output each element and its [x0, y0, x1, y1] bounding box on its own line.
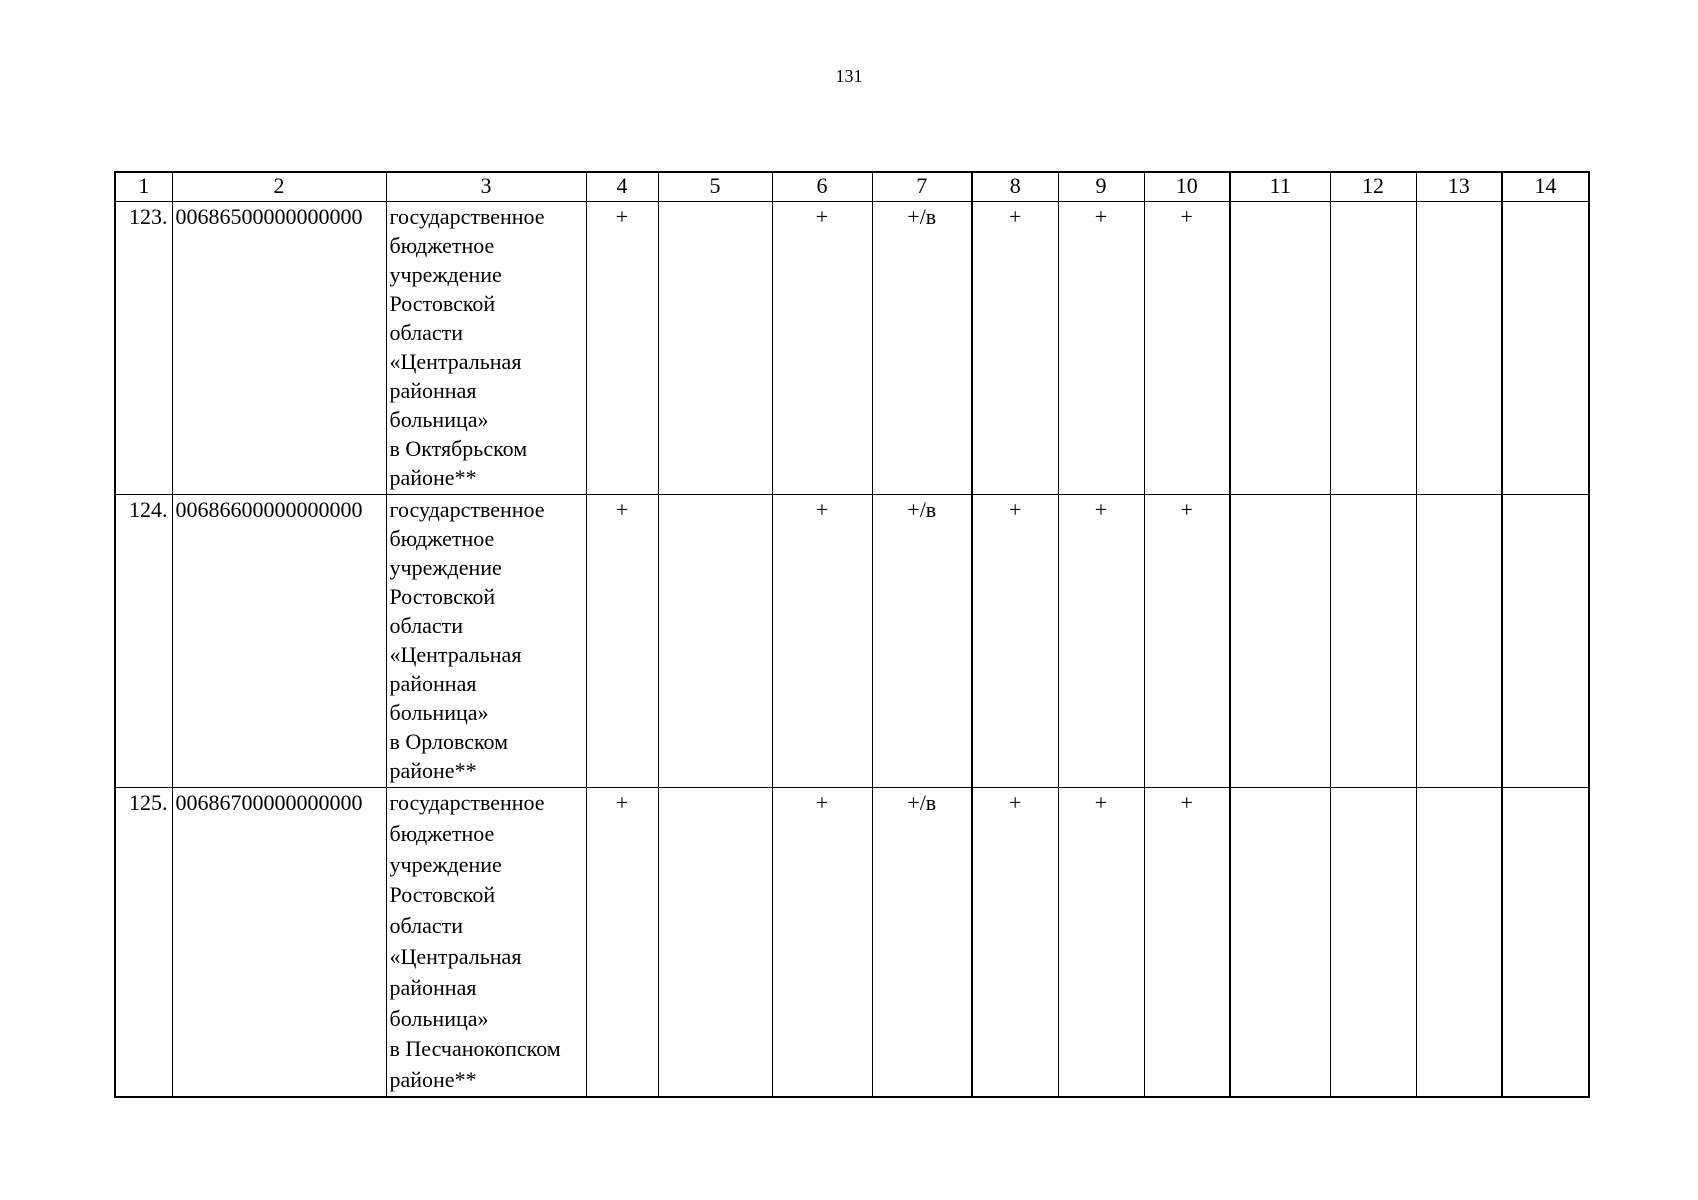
- cell-col-5: [658, 202, 772, 495]
- name-line: «Центральная: [389, 349, 522, 374]
- row-number: 125.: [115, 788, 172, 1097]
- cell-col-12: [1330, 788, 1416, 1097]
- name-line: области: [389, 913, 464, 939]
- column-header: 5: [658, 172, 772, 202]
- institution-name: [386, 788, 586, 1097]
- column-header: 6: [772, 172, 872, 202]
- name-line: больница»: [389, 700, 489, 725]
- name-line: районе**: [389, 1067, 477, 1093]
- cell-col-9: +: [1058, 495, 1144, 788]
- row-number: 123.: [115, 202, 172, 495]
- cell-col-11: [1230, 495, 1330, 788]
- name-line: в Песчанокопском: [389, 1036, 561, 1062]
- row-number: 124.: [115, 495, 172, 788]
- table-row: [115, 202, 1589, 495]
- cell-col-5: [658, 495, 772, 788]
- institution-name: [386, 202, 586, 495]
- name-line: районная: [389, 974, 477, 1000]
- table-header-row: [115, 172, 1589, 202]
- column-header: 9: [1058, 172, 1144, 202]
- cell-col-6: +: [772, 788, 872, 1097]
- column-header: 10: [1144, 172, 1230, 202]
- table-row: [115, 788, 1589, 1097]
- cell-col-13: [1416, 202, 1502, 495]
- name-line: государственное: [389, 204, 545, 229]
- name-line: государственное: [389, 497, 545, 522]
- cell-col-8: +: [972, 788, 1058, 1097]
- name-line: районе**: [389, 758, 477, 783]
- name-line: в Орловском: [389, 729, 509, 754]
- cell-col-13: [1416, 788, 1502, 1097]
- cell-col-11: [1230, 788, 1330, 1097]
- name-line: Ростовской: [389, 291, 496, 316]
- cell-col-6: +: [772, 202, 872, 495]
- column-header: 4: [586, 172, 658, 202]
- cell-col-9: +: [1058, 788, 1144, 1097]
- cell-col-10: +: [1144, 495, 1230, 788]
- column-header: 7: [872, 172, 972, 202]
- name-line: государственное: [389, 790, 545, 815]
- table-row: [115, 495, 1589, 788]
- name-line: Ростовской: [389, 882, 496, 908]
- name-line: учреждение: [389, 262, 502, 287]
- name-line: учреждение: [389, 851, 502, 877]
- cell-col-14: [1502, 788, 1589, 1097]
- row-code: 00686700000000000: [172, 788, 386, 1097]
- cell-col-4: +: [586, 788, 658, 1097]
- name-line: районная: [389, 671, 477, 696]
- cell-col-12: [1330, 495, 1416, 788]
- cell-col-9: +: [1058, 202, 1144, 495]
- name-line: бюджетное: [389, 233, 495, 258]
- column-header: 14: [1502, 172, 1589, 202]
- row-code: 00686600000000000: [172, 495, 386, 788]
- institution-name: [386, 495, 586, 788]
- name-line: в Октябрьском: [389, 436, 528, 461]
- column-header: 12: [1330, 172, 1416, 202]
- name-line: Ростовской: [389, 584, 496, 609]
- name-line: бюджетное: [389, 820, 495, 846]
- name-line: бюджетное: [389, 526, 495, 551]
- cell-col-12: [1330, 202, 1416, 495]
- cell-col-10: +: [1144, 788, 1230, 1097]
- cell-col-10: +: [1144, 202, 1230, 495]
- column-header: 13: [1416, 172, 1502, 202]
- name-line: области: [389, 320, 464, 345]
- page-number: 131: [835, 66, 863, 86]
- cell-col-8: +: [972, 202, 1058, 495]
- name-line: районная: [389, 378, 477, 403]
- cell-col-5: [658, 788, 772, 1097]
- cell-col-7: +/в: [872, 202, 972, 495]
- name-line: районе**: [389, 465, 477, 490]
- column-header: 2: [172, 172, 386, 202]
- column-header: 11: [1230, 172, 1330, 202]
- cell-col-14: [1502, 495, 1589, 788]
- cell-col-7: +/в: [872, 495, 972, 788]
- cell-col-8: +: [972, 495, 1058, 788]
- column-header: 3: [386, 172, 586, 202]
- name-line: области: [389, 613, 464, 638]
- cell-col-13: [1416, 495, 1502, 788]
- column-header: 8: [972, 172, 1058, 202]
- row-code: 00686500000000000: [172, 202, 386, 495]
- cell-col-4: +: [586, 202, 658, 495]
- cell-col-4: +: [586, 495, 658, 788]
- register-table: [114, 171, 1590, 1098]
- cell-col-14: [1502, 202, 1589, 495]
- name-line: учреждение: [389, 555, 502, 580]
- cell-col-11: [1230, 202, 1330, 495]
- column-header: 1: [115, 172, 172, 202]
- name-line: «Центральная: [389, 943, 522, 969]
- name-line: больница»: [389, 407, 489, 432]
- cell-col-6: +: [772, 495, 872, 788]
- name-line: больница»: [389, 1005, 489, 1031]
- name-line: «Центральная: [389, 642, 522, 667]
- cell-col-7: +/в: [872, 788, 972, 1097]
